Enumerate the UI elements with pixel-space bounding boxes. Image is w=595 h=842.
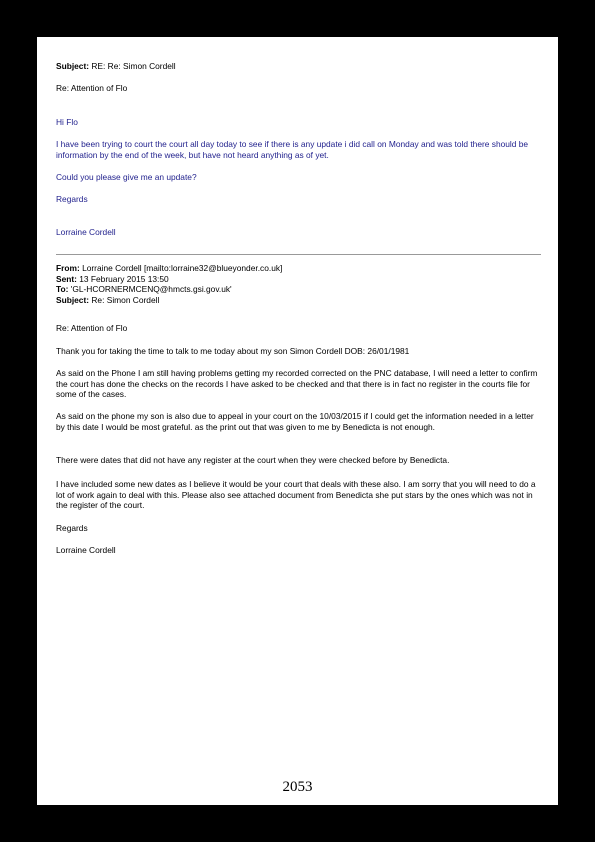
original-subject-value: Re: Simon Cordell [91, 294, 160, 305]
subject-label: Subject: [56, 61, 90, 71]
from-value: Lorraine Cordell [mailto:lorraine32@blueyonder.co.uk] [82, 263, 283, 273]
paragraph-4: There were dates that did not have any register at the court when they were checked before by Benedicta. [56, 455, 450, 465]
original-re-line [56, 323, 541, 334]
sent-label: Sent: [56, 273, 77, 284]
re-line: Re: Attention of Flo [56, 83, 128, 93]
original-signature [56, 545, 541, 556]
to-value: 'GL-HCORNERMCENQ@hmcts.gsi.gov.uk' [70, 284, 232, 294]
original-header [56, 263, 541, 305]
reply-re-line [56, 83, 541, 94]
separator-line [56, 254, 541, 255]
reply-question [56, 172, 541, 183]
paragraph-5: I have included some new dates as I believe it would be your court that deals with these also. I am sorry that you will need to do a lot of work again to deal with this. Please also see attached document from Benedicta she put stars by the ones which was not in the register of the court. [56, 479, 536, 510]
original-signature-text: Lorraine Cordell [56, 545, 116, 555]
question-text: Could you please give me an update? [56, 172, 197, 182]
original-p4 [56, 455, 541, 466]
document-page [37, 37, 558, 805]
reply-signature [56, 227, 541, 238]
sent-value: 13 February 2015 13:50 [79, 273, 169, 284]
original-subject-label: Subject: [56, 294, 90, 305]
original-p2 [56, 368, 541, 400]
page-number: 2053 [282, 779, 313, 795]
regards-text: Regards [56, 194, 88, 204]
reply-body: I have been trying to court the court all day today to see if there is any update i did call on Monday and was told there should be information by the end of the week, but have not heard anything as of yet. [56, 139, 529, 160]
reply-subject-line [56, 61, 541, 72]
original-re-text: Re: Attention of Flo [56, 323, 128, 333]
paragraph-3: As said on the phone my son is also due to appeal in your court on the 10/03/2015 if I could get the information needed in a letter by this date I would be most grateful. as the print out that was given to me by Benedicta is not enough. [56, 411, 534, 432]
reply-greeting [56, 117, 541, 128]
subject-value: RE: Re: Simon Cordell [91, 61, 176, 71]
greeting: Hi Flo [56, 117, 78, 127]
original-p1 [56, 346, 541, 357]
reply-paragraph [56, 139, 541, 160]
paragraph-2: As said on the Phone I am still having problems getting my recorded corrected on the PNC database, I will need a letter to confirm the court has done the checks on the records I have asked to be checked and that there is in fact no register in the courts file for some of the cases. [56, 368, 538, 399]
to-label: To: [56, 284, 69, 294]
paragraph-1: Thank you for taking the time to talk to me today about my son Simon Cordell DOB: 26/01/1981 [56, 346, 410, 356]
original-regards [56, 523, 541, 534]
reply-regards [56, 194, 541, 205]
from-label: From: [56, 263, 80, 273]
original-regards-text: Regards [56, 523, 88, 533]
original-p5 [56, 479, 541, 511]
original-p3 [56, 411, 541, 432]
signature-text: Lorraine Cordell [56, 227, 116, 237]
